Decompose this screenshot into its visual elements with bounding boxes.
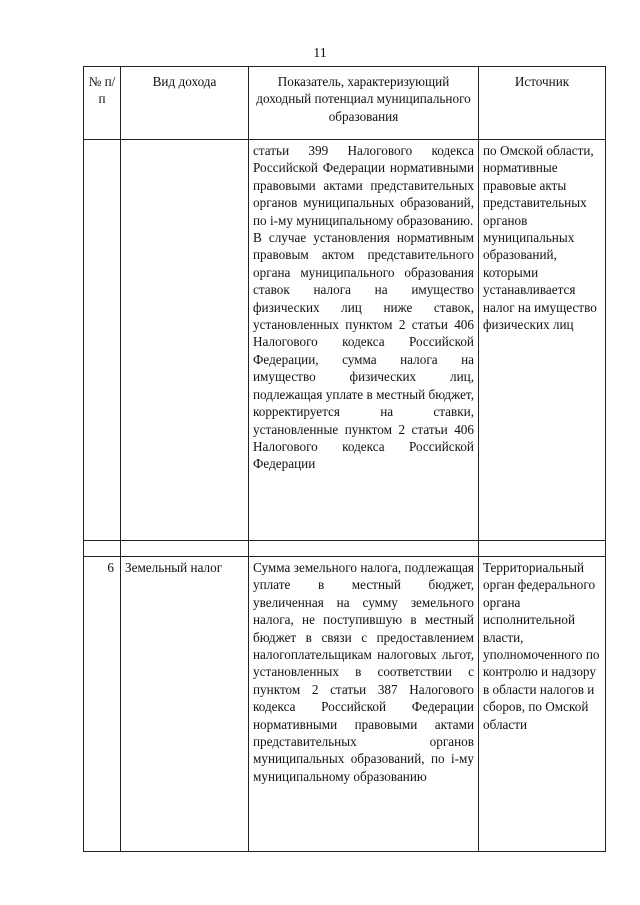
row-source [479, 140, 606, 541]
income-table [83, 66, 606, 852]
indicator-paragraph: Сумма земельного налога, подлежащая уплате в местный бюджет, увеличенная на сумму земельного налога, не поступившую в местный бюджет в связи с предоставлением налогоплательщикам налоговых льгот, установленных в соответствии с пунктом 2 статьи 387 Налогового кодекса Российской Федерации нормативными правовыми актами представительных органов муниципальных образований, по i-му муниципальному образованию [253, 560, 474, 784]
header-num: № п/п [84, 67, 121, 140]
row-indicator [249, 140, 479, 541]
indicator-paragraph: статьи 399 Налогового кодекса Российской Федерации нормативными правовыми актами представительных органов муниципальных образований, по i-му муниципальному образованию. [253, 143, 474, 228]
table-row [84, 557, 606, 852]
row-indicator [249, 557, 479, 852]
source-text: по Омской области, нормативные правовые акты представительных органов муниципальных образований, которыми устанавливается налог на имущество физических лиц [483, 143, 597, 333]
header-indicator: Показатель, характеризующий доходный потенциал муниципального образования [249, 67, 479, 140]
row-income-type: Земельный налог [121, 557, 249, 852]
row-num [84, 140, 121, 541]
page-number: 11 [313, 46, 327, 61]
row-income-type [121, 140, 249, 541]
table-header-row [84, 67, 606, 140]
row-num: 6 [84, 557, 121, 852]
header-income-type: Вид дохода [121, 67, 249, 140]
table-row [84, 140, 606, 541]
row-spacer [84, 541, 606, 557]
indicator-paragraph: В случае установления нормативным правовым актом представительного органа муниципального образования ставок налога на имущество физических лиц ниже ставок, установленных пунктом 2 статьи 406 Налогового кодекса Российской Федерации, сумма налога на имущество физических лиц, подлежащая уплате в местный бюджет, корректируется на ставки, установленные пунктом 2 статьи 406 Налогового кодекса Российской Федерации [253, 230, 474, 472]
row-source [479, 557, 606, 852]
header-source: Источник [479, 67, 606, 140]
source-text: Территориальный орган федерального органа исполнительной власти, уполномоченного по контролю и надзору в области налогов и сборов, по Омской области [483, 560, 600, 732]
